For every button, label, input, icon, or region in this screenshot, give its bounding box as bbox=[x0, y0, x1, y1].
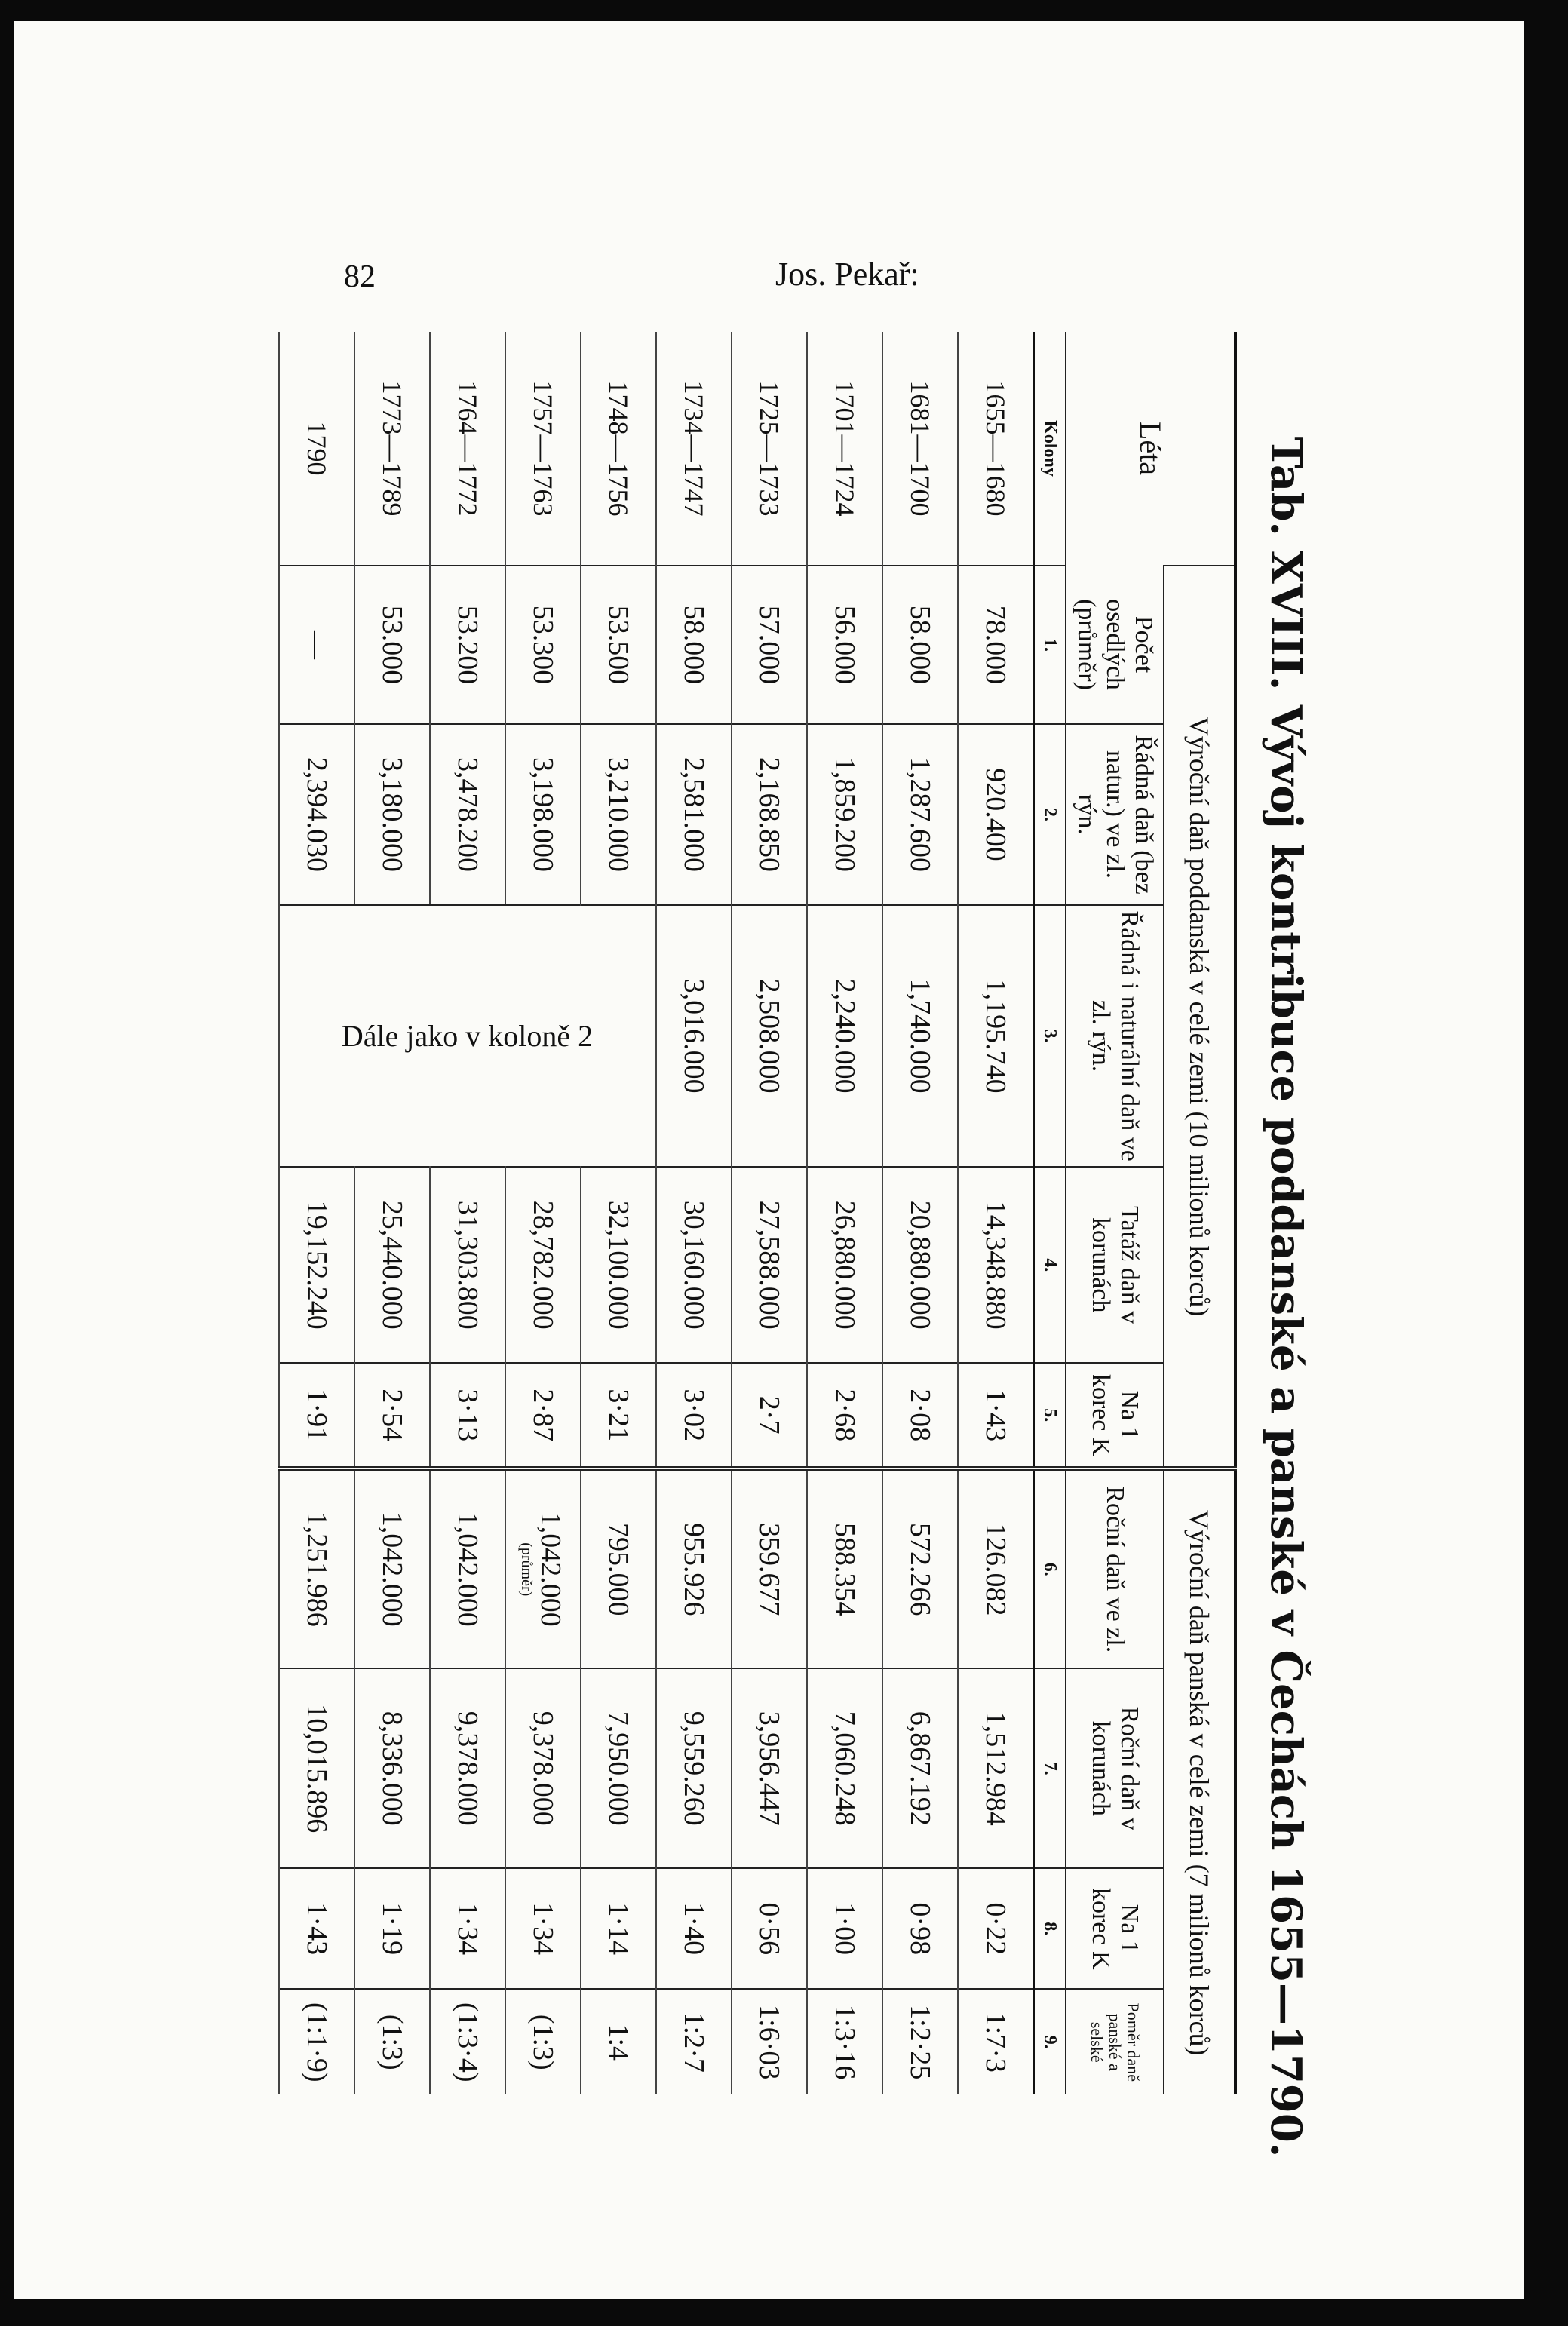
table-row bbox=[354, 332, 430, 2094]
cell-c5: 3·02 bbox=[656, 1363, 732, 1468]
cell-c6: 795.000 bbox=[581, 1468, 656, 1668]
cell-c7: 8,336.000 bbox=[354, 1668, 430, 1868]
cell-c9: 1:2·7 bbox=[656, 1989, 732, 2094]
cell-c5: 2·54 bbox=[354, 1363, 430, 1468]
header-c6: Roční daň ve zl. bbox=[1066, 1468, 1164, 1668]
header-c9: Poměr daně panské a selské bbox=[1066, 1989, 1164, 2094]
cell-c5: 3·13 bbox=[430, 1363, 505, 1468]
header-group-panska: Výroční daň panská v celé zemi (7 milionů korců) bbox=[1164, 1468, 1235, 2094]
cell-years: 1748—1756 bbox=[581, 332, 656, 566]
cell-c3: 1,195.740 bbox=[958, 905, 1034, 1167]
cell-c9: 1:4 bbox=[581, 1989, 656, 2094]
cell-c2: 2,168.850 bbox=[732, 724, 807, 905]
col-number: 3. bbox=[1034, 905, 1066, 1167]
cell-c9: 1:6·03 bbox=[732, 1989, 807, 2094]
col-number: 7. bbox=[1034, 1668, 1066, 1868]
cell-c2: 3,198.000 bbox=[505, 724, 581, 905]
cell-years: 1764—1772 bbox=[430, 332, 505, 566]
cell-c1: 56.000 bbox=[807, 566, 882, 724]
cell-c1: — bbox=[279, 566, 354, 724]
col-number: 2. bbox=[1034, 724, 1066, 905]
table-row bbox=[656, 332, 732, 2094]
contribution-table bbox=[278, 332, 1237, 2094]
col-number: 4. bbox=[1034, 1167, 1066, 1363]
cell-years: 1725—1733 bbox=[732, 332, 807, 566]
header-c8: Na 1 korec K bbox=[1066, 1868, 1164, 1989]
cell-c7: 7,060.248 bbox=[807, 1668, 882, 1868]
table-row bbox=[732, 332, 807, 2094]
cell-c6: 955.926 bbox=[656, 1468, 732, 1668]
cell-c1: 57.000 bbox=[732, 566, 807, 724]
cell-c8: 1·14 bbox=[581, 1868, 656, 1989]
cell-c6: 1,042.000 bbox=[535, 1511, 566, 1627]
cell-c4: 20,880.000 bbox=[882, 1167, 958, 1363]
cell-c4: 32,100.000 bbox=[581, 1167, 656, 1363]
cell-c1: 58.000 bbox=[656, 566, 732, 724]
cell-c5: 2·08 bbox=[882, 1363, 958, 1468]
cell-c4: 27,588.000 bbox=[732, 1167, 807, 1363]
cell-years: 1701—1724 bbox=[807, 332, 882, 566]
cell-c7: 9,378.000 bbox=[430, 1668, 505, 1868]
cell-c8: 1·19 bbox=[354, 1868, 430, 1989]
cell-c5: 2·7 bbox=[732, 1363, 807, 1468]
cell-c6: 359.677 bbox=[732, 1468, 807, 1668]
cell-c1: 53.000 bbox=[354, 566, 430, 724]
column-number-row bbox=[1034, 332, 1066, 2094]
cell-c1: 58.000 bbox=[882, 566, 958, 724]
cell-c6: 1,042.000 bbox=[354, 1468, 430, 1668]
cell-c4: 30,160.000 bbox=[656, 1167, 732, 1363]
cell-c9: (1:3·4) bbox=[430, 1989, 505, 2094]
cell-c4: 31,303.800 bbox=[430, 1167, 505, 1363]
merged-note-cell bbox=[279, 905, 656, 1167]
cell-c6: 126.082 bbox=[958, 1468, 1034, 1668]
header-c4: Tatáž daň v korunách bbox=[1066, 1167, 1164, 1363]
cell-c6: 588.354 bbox=[807, 1468, 882, 1668]
cell-c7: 9,559.260 bbox=[656, 1668, 732, 1868]
cell-c2: 2,581.000 bbox=[656, 724, 732, 905]
cell-c6-with-note bbox=[505, 1468, 581, 1668]
cell-c9: 1:7·3 bbox=[958, 1989, 1034, 2094]
cell-c6: 1,042.000 bbox=[430, 1468, 505, 1668]
cell-c4: 14,348.880 bbox=[958, 1167, 1034, 1363]
cell-years: 1757—1763 bbox=[505, 332, 581, 566]
header-c1: Počet osedlých (průměr) bbox=[1066, 566, 1164, 724]
rotated-table-block bbox=[301, 332, 1327, 2263]
page-number: 82 bbox=[344, 259, 376, 294]
merged-note: Dále jako v koloně 2 bbox=[342, 1019, 594, 1054]
cell-c9: (1:3) bbox=[354, 1989, 430, 2094]
cell-years: 1790 bbox=[279, 332, 354, 566]
table-row bbox=[958, 332, 1034, 2094]
cell-c2: 1,287.600 bbox=[882, 724, 958, 905]
cell-c8: 0·56 bbox=[732, 1868, 807, 1989]
cell-c4: 25,440.000 bbox=[354, 1167, 430, 1363]
table-row bbox=[882, 332, 958, 2094]
cell-c5: 2·68 bbox=[807, 1363, 882, 1468]
cell-c7: 1,512.984 bbox=[958, 1668, 1034, 1868]
running-head: Jos. Pekař: bbox=[775, 256, 919, 293]
table-row bbox=[430, 332, 505, 2094]
table-title: Tab. XVIII. Vývoj kontribuce poddanské a panské v Čechách 1655—1790. bbox=[1261, 437, 1311, 2158]
col-number: 8. bbox=[1034, 1868, 1066, 1989]
table-row bbox=[505, 332, 581, 2094]
column-header-row bbox=[1066, 332, 1164, 2094]
header-group-poddanska: Výroční daň poddanská v celé zemi (10 milionů korců) bbox=[1164, 566, 1235, 1468]
cell-c2: 1,859.200 bbox=[807, 724, 882, 905]
cell-c8: 1·43 bbox=[279, 1868, 354, 1989]
cell-c9: (1:3) bbox=[505, 1989, 581, 2094]
cell-c4: 26,880.000 bbox=[807, 1167, 882, 1363]
cell-c1: 78.000 bbox=[958, 566, 1034, 724]
cell-years: 1655—1680 bbox=[958, 332, 1034, 566]
cell-c7: 7,950.000 bbox=[581, 1668, 656, 1868]
table-row bbox=[279, 332, 354, 2094]
cell-c7: 6,867.192 bbox=[882, 1668, 958, 1868]
cell-c8: 0·22 bbox=[958, 1868, 1034, 1989]
cell-c3: 2,240.000 bbox=[807, 905, 882, 1167]
cell-c8: 1·40 bbox=[656, 1868, 732, 1989]
cell-c3: 1,740.000 bbox=[882, 905, 958, 1167]
cell-c8: 1·34 bbox=[430, 1868, 505, 1989]
cell-c7: 9,378.000 bbox=[505, 1668, 581, 1868]
cell-c1: 53.200 bbox=[430, 566, 505, 724]
header-c7: Roční daň v korunách bbox=[1066, 1668, 1164, 1868]
header-c2: Řádná daň (bez natur.) ve zl. rýn. bbox=[1066, 724, 1164, 905]
cell-c4: 28,782.000 bbox=[505, 1167, 581, 1363]
cell-c9: 1:2·25 bbox=[882, 1989, 958, 2094]
cell-c2: 3,210.000 bbox=[581, 724, 656, 905]
cell-c5: 3·21 bbox=[581, 1363, 656, 1468]
cell-c4: 19,152.240 bbox=[279, 1167, 354, 1363]
cell-c2: 3,478.200 bbox=[430, 724, 505, 905]
header-c5: Na 1 korec K bbox=[1066, 1363, 1164, 1468]
cell-c7: 10,015.896 bbox=[279, 1668, 354, 1868]
cell-c2: 920.400 bbox=[958, 724, 1034, 905]
cell-years: 1773—1789 bbox=[354, 332, 430, 566]
cell-c6: 572.266 bbox=[882, 1468, 958, 1668]
cell-c5: 2·87 bbox=[505, 1363, 581, 1468]
col-label: Kolony bbox=[1034, 332, 1066, 566]
cell-c1: 53.500 bbox=[581, 566, 656, 724]
cell-c3: 3,016.000 bbox=[656, 905, 732, 1167]
cell-years: 1734—1747 bbox=[656, 332, 732, 566]
cell-c8: 0·98 bbox=[882, 1868, 958, 1989]
cell-c2: 3,180.000 bbox=[354, 724, 430, 905]
cell-c5: 1·43 bbox=[958, 1363, 1034, 1468]
cell-c8: 1·00 bbox=[807, 1868, 882, 1989]
table-row bbox=[807, 332, 882, 2094]
group-header-row bbox=[1164, 332, 1235, 2094]
col-number: 6. bbox=[1034, 1468, 1066, 1668]
cell-c1: 53.300 bbox=[505, 566, 581, 724]
col-number: 9. bbox=[1034, 1989, 1066, 2094]
header-c3: Řádná i naturální daň ve zl. rýn. bbox=[1066, 905, 1164, 1167]
col-number: 1. bbox=[1034, 566, 1066, 724]
col-number: 5. bbox=[1034, 1363, 1066, 1468]
cell-c6-note: (průměr) bbox=[518, 1542, 535, 1597]
cell-c6: 1,251.986 bbox=[279, 1468, 354, 1668]
cell-c3: 2,508.000 bbox=[732, 905, 807, 1167]
cell-c2: 2,394.030 bbox=[279, 724, 354, 905]
cell-c9: 1:3·16 bbox=[807, 1989, 882, 2094]
cell-c7: 3,956.447 bbox=[732, 1668, 807, 1868]
header-years: Léta bbox=[1066, 332, 1235, 566]
cell-c5: 1·91 bbox=[279, 1363, 354, 1468]
cell-years: 1681—1700 bbox=[882, 332, 958, 566]
table-row bbox=[581, 332, 656, 2094]
cell-c9: (1:1·9) bbox=[279, 1989, 354, 2094]
cell-c8: 1·34 bbox=[505, 1868, 581, 1989]
